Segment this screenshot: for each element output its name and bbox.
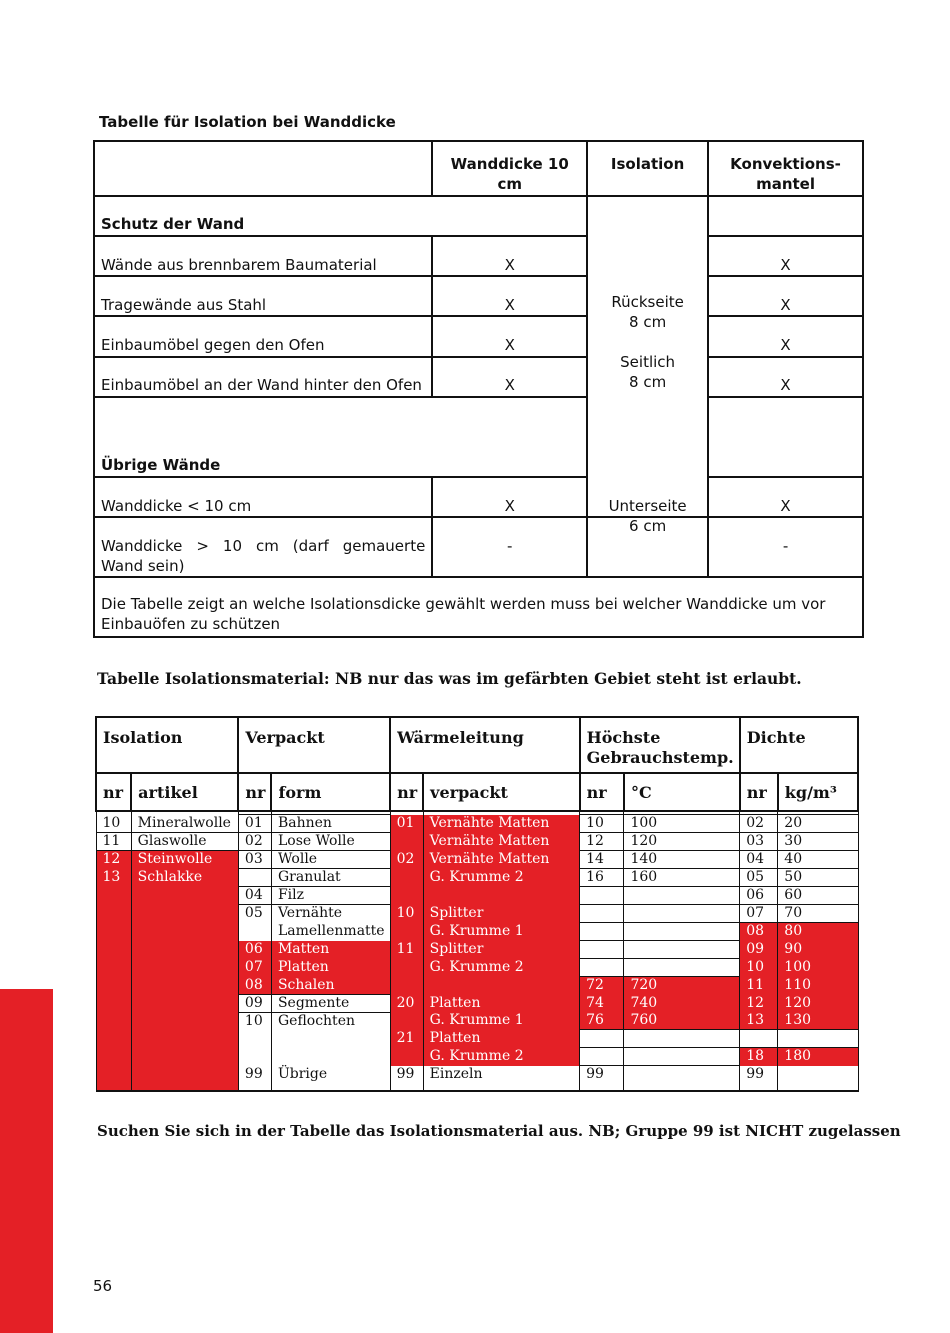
corner-cell	[94, 141, 432, 196]
table-row	[96, 959, 858, 977]
dens-nr: 08	[740, 923, 778, 941]
temp-nr	[580, 1048, 624, 1066]
iso-nr	[96, 887, 131, 905]
leit-verpackt: Einzeln	[423, 1066, 579, 1092]
red-edge-tab	[0, 989, 53, 1333]
temp-value: 120	[624, 833, 740, 851]
iso-nr	[96, 1012, 131, 1030]
group-dichte: Dichte	[740, 717, 858, 773]
sub-nr: nr	[580, 773, 624, 811]
dens-value: 50	[778, 869, 858, 887]
iso-nr	[96, 1048, 131, 1066]
dens-value: 100	[778, 959, 858, 977]
table1-footnote: Die Tabelle zeigt an welche Isolationsdicke gewählt werden muss bei welcher Wanddicke um vor Einbauöfen zu schützen	[94, 577, 863, 637]
leit-verpackt: Vernähte Matten	[423, 815, 579, 833]
form-nr	[238, 869, 271, 887]
row-w: X	[432, 236, 587, 276]
temp-nr	[580, 905, 624, 923]
form-nr: 03	[238, 851, 271, 869]
form-nr: 08	[238, 977, 271, 995]
temp-nr: 10	[580, 815, 624, 833]
table-row	[96, 1066, 858, 1092]
row-m: X	[708, 276, 863, 316]
dens-nr: 11	[740, 977, 778, 995]
temp-nr: 99	[580, 1066, 624, 1092]
form-nr: 02	[238, 833, 271, 851]
temp-nr	[580, 887, 624, 905]
leit-nr	[390, 833, 423, 851]
iso-artikel	[131, 994, 238, 1012]
table2-title: Tabelle Isolationsmaterial: NB nur das was im gefärbten Gebiet steht ist erlaubt.	[97, 669, 802, 688]
empty-mantel-cell	[708, 397, 863, 477]
iso-nr: 10	[96, 815, 131, 833]
leit-nr: 20	[390, 994, 423, 1012]
iso-nr: 13	[96, 869, 131, 887]
table-row	[96, 1048, 858, 1066]
form-name: Platten	[271, 959, 390, 977]
iso-artikel	[131, 1030, 238, 1048]
row-w: -	[432, 517, 587, 577]
table1-title: Tabelle für Isolation bei Wanddicke	[99, 113, 396, 131]
form-nr	[238, 923, 271, 941]
temp-value: 160	[624, 869, 740, 887]
form-name	[271, 1030, 390, 1048]
sub-nr: nr	[96, 773, 131, 811]
leit-verpackt: G. Krumme 2	[423, 959, 579, 977]
iso-artikel: Schlakke	[131, 869, 238, 887]
temp-value	[624, 1048, 740, 1066]
table-row	[96, 977, 858, 995]
table-row	[96, 851, 858, 869]
dens-value	[778, 1066, 858, 1092]
temp-value: 100	[624, 815, 740, 833]
table-row	[96, 815, 858, 833]
form-name: Bahnen	[271, 815, 390, 833]
table-row	[96, 941, 858, 959]
temp-value: 740	[624, 994, 740, 1012]
wall-insulation-table	[93, 140, 864, 638]
dens-value: 130	[778, 1012, 858, 1030]
temp-value: 760	[624, 1012, 740, 1030]
dens-nr	[740, 1030, 778, 1048]
form-nr: 01	[238, 815, 271, 833]
leit-verpackt: G. Krumme 2	[423, 1048, 579, 1066]
form-name: Granulat	[271, 869, 390, 887]
iso-unterseite: Unterseite 6 cm	[587, 495, 708, 555]
temp-value	[624, 887, 740, 905]
temp-nr: 14	[580, 851, 624, 869]
leit-nr: 11	[390, 941, 423, 959]
temp-value	[624, 905, 740, 923]
iso-nr	[96, 994, 131, 1012]
page-number: 56	[93, 1277, 113, 1295]
temp-value	[624, 941, 740, 959]
iso-rueckseite: Rückseite 8 cm	[611, 293, 684, 331]
sub-nr: nr	[740, 773, 778, 811]
header-wanddicke: Wanddicke 10 cm	[432, 141, 587, 196]
row-m: X	[708, 357, 863, 397]
dens-nr: 99	[740, 1066, 778, 1092]
iso-artikel: Mineralwolle	[131, 815, 238, 833]
insulation-material-table	[95, 716, 859, 1092]
leit-verpackt: Platten	[423, 994, 579, 1012]
table-row	[96, 1030, 858, 1048]
sub-density: kg/m³	[778, 773, 858, 811]
temp-nr: 72	[580, 977, 624, 995]
temp-nr	[580, 959, 624, 977]
table-row	[96, 833, 858, 851]
leit-verpackt: Vernähte Matten	[423, 851, 579, 869]
dens-value: 110	[778, 977, 858, 995]
dens-nr: 13	[740, 1012, 778, 1030]
leit-verpackt: G. Krumme 1	[423, 1012, 579, 1030]
iso-nr: 12	[96, 851, 131, 869]
temp-value	[624, 923, 740, 941]
dens-value	[778, 1030, 858, 1048]
iso-artikel: Steinwolle	[131, 851, 238, 869]
table-row	[96, 1012, 858, 1030]
row-label: Wände aus brennbarem Baumaterial	[94, 236, 432, 276]
iso-artikel	[131, 941, 238, 959]
form-nr: 07	[238, 959, 271, 977]
leit-nr: 02	[390, 851, 423, 869]
form-nr: 99	[238, 1066, 271, 1092]
temp-value: 720	[624, 977, 740, 995]
temp-nr: 12	[580, 833, 624, 851]
sub-verpackt: verpackt	[423, 773, 579, 811]
row-label: Wanddicke > 10 cm (darf gemauerte Wand sein)	[94, 517, 432, 577]
iso-nr: 11	[96, 833, 131, 851]
dens-nr: 10	[740, 959, 778, 977]
iso-seitlich: Seitlich 8 cm	[620, 353, 676, 391]
group-isolation: Isolation	[96, 717, 238, 773]
row-w: X	[432, 357, 587, 397]
dens-nr: 12	[740, 994, 778, 1012]
form-name: Geflochten	[271, 1012, 390, 1030]
group-hoechste: Höchste Gebrauchstemp.	[580, 717, 740, 773]
iso-artikel	[131, 905, 238, 923]
form-name: Schalen	[271, 977, 390, 995]
section-uebrige: Übrige Wände	[94, 397, 587, 477]
leit-nr	[390, 869, 423, 887]
iso-nr	[96, 923, 131, 941]
section-schutz: Schutz der Wand	[94, 196, 587, 236]
leit-nr: 99	[390, 1066, 423, 1092]
leit-nr	[390, 923, 423, 941]
row-w: X	[432, 316, 587, 357]
leit-nr	[390, 887, 423, 905]
temp-value	[624, 959, 740, 977]
dens-value: 180	[778, 1048, 858, 1066]
dens-value: 60	[778, 887, 858, 905]
sub-nr: nr	[238, 773, 271, 811]
iso-nr	[96, 1030, 131, 1048]
temp-nr: 76	[580, 1012, 624, 1030]
group-waermeleitung: Wärmeleitung	[390, 717, 580, 773]
dens-nr: 07	[740, 905, 778, 923]
dens-nr: 05	[740, 869, 778, 887]
temp-value	[624, 1066, 740, 1092]
temp-value: 140	[624, 851, 740, 869]
row-label: Tragewände aus Stahl	[94, 276, 432, 316]
sub-form: form	[271, 773, 390, 811]
iso-artikel	[131, 923, 238, 941]
row-m: X	[708, 316, 863, 357]
row-w: X	[432, 477, 587, 517]
iso-nr	[96, 941, 131, 959]
dens-value: 120	[778, 994, 858, 1012]
form-nr: 10	[238, 1012, 271, 1030]
leit-verpackt	[423, 977, 579, 995]
iso-artikel	[131, 1066, 238, 1092]
dens-nr: 02	[740, 815, 778, 833]
table-row	[96, 869, 858, 887]
form-name	[271, 1048, 390, 1066]
table2-footer: Suchen Sie sich in der Tabelle das Isolationsmaterial aus. NB; Gruppe 99 ist NICHT zugelassen	[97, 1122, 901, 1140]
form-nr: 09	[238, 994, 271, 1012]
temp-nr: 16	[580, 869, 624, 887]
dens-nr: 04	[740, 851, 778, 869]
dens-nr: 03	[740, 833, 778, 851]
empty-mantel-cell	[708, 196, 863, 236]
form-nr: 06	[238, 941, 271, 959]
leit-nr	[390, 977, 423, 995]
leit-verpackt: G. Krumme 2	[423, 869, 579, 887]
form-nr: 04	[238, 887, 271, 905]
row-label: Einbaumöbel gegen den Ofen	[94, 316, 432, 357]
temp-nr: 74	[580, 994, 624, 1012]
sub-nr: nr	[390, 773, 423, 811]
table-row	[96, 923, 858, 941]
row-m: X	[708, 477, 863, 517]
group-verpackt: Verpackt	[238, 717, 390, 773]
form-name: Übrige	[271, 1066, 390, 1092]
dens-nr: 09	[740, 941, 778, 959]
dens-value: 30	[778, 833, 858, 851]
form-name: Lamellenmatte	[271, 923, 390, 941]
dens-value: 80	[778, 923, 858, 941]
form-name: Matten	[271, 941, 390, 959]
leit-nr	[390, 1048, 423, 1066]
temp-value	[624, 1030, 740, 1048]
form-nr: 05	[238, 905, 271, 923]
row-w: X	[432, 276, 587, 316]
header-isolation: Isolation	[587, 141, 708, 196]
dens-nr: 06	[740, 887, 778, 905]
iso-artikel: Glaswolle	[131, 833, 238, 851]
temp-nr	[580, 923, 624, 941]
leit-verpackt: Splitter	[423, 941, 579, 959]
leit-verpackt	[423, 887, 579, 905]
leit-verpackt: Splitter	[423, 905, 579, 923]
leit-verpackt: G. Krumme 1	[423, 923, 579, 941]
sub-artikel: artikel	[131, 773, 238, 811]
form-name: Wolle	[271, 851, 390, 869]
iso-artikel	[131, 959, 238, 977]
iso-nr	[96, 977, 131, 995]
row-label: Wanddicke < 10 cm	[94, 477, 432, 517]
form-nr	[238, 1048, 271, 1066]
row-label: Einbaumöbel an der Wand hinter den Ofen	[94, 357, 432, 397]
temp-nr	[580, 1030, 624, 1048]
form-name: Filz	[271, 887, 390, 905]
leit-nr: 21	[390, 1030, 423, 1048]
leit-nr: 10	[390, 905, 423, 923]
table-row	[96, 905, 858, 923]
iso-rueck-seit	[587, 196, 708, 517]
dens-value: 20	[778, 815, 858, 833]
dens-value: 40	[778, 851, 858, 869]
row-m: -	[708, 517, 863, 577]
leit-verpackt: Vernähte Matten	[423, 833, 579, 851]
form-name: Vernähte	[271, 905, 390, 923]
sub-celsius: °C	[624, 773, 740, 811]
form-nr	[238, 1030, 271, 1048]
leit-nr	[390, 1012, 423, 1030]
temp-nr	[580, 941, 624, 959]
iso-nr	[96, 959, 131, 977]
form-name: Lose Wolle	[271, 833, 390, 851]
header-mantel: Konvektions- mantel	[708, 141, 863, 196]
leit-nr	[390, 959, 423, 977]
iso-artikel	[131, 887, 238, 905]
iso-artikel	[131, 1048, 238, 1066]
iso-nr	[96, 905, 131, 923]
leit-nr: 01	[390, 815, 423, 833]
dens-value: 90	[778, 941, 858, 959]
leit-verpackt: Platten	[423, 1030, 579, 1048]
iso-artikel	[131, 977, 238, 995]
dens-value: 70	[778, 905, 858, 923]
dens-nr: 18	[740, 1048, 778, 1066]
form-name: Segmente	[271, 994, 390, 1012]
row-m: X	[708, 236, 863, 276]
iso-nr	[96, 1066, 131, 1092]
iso-artikel	[131, 1012, 238, 1030]
table-row	[96, 994, 858, 1012]
table-row	[96, 887, 858, 905]
